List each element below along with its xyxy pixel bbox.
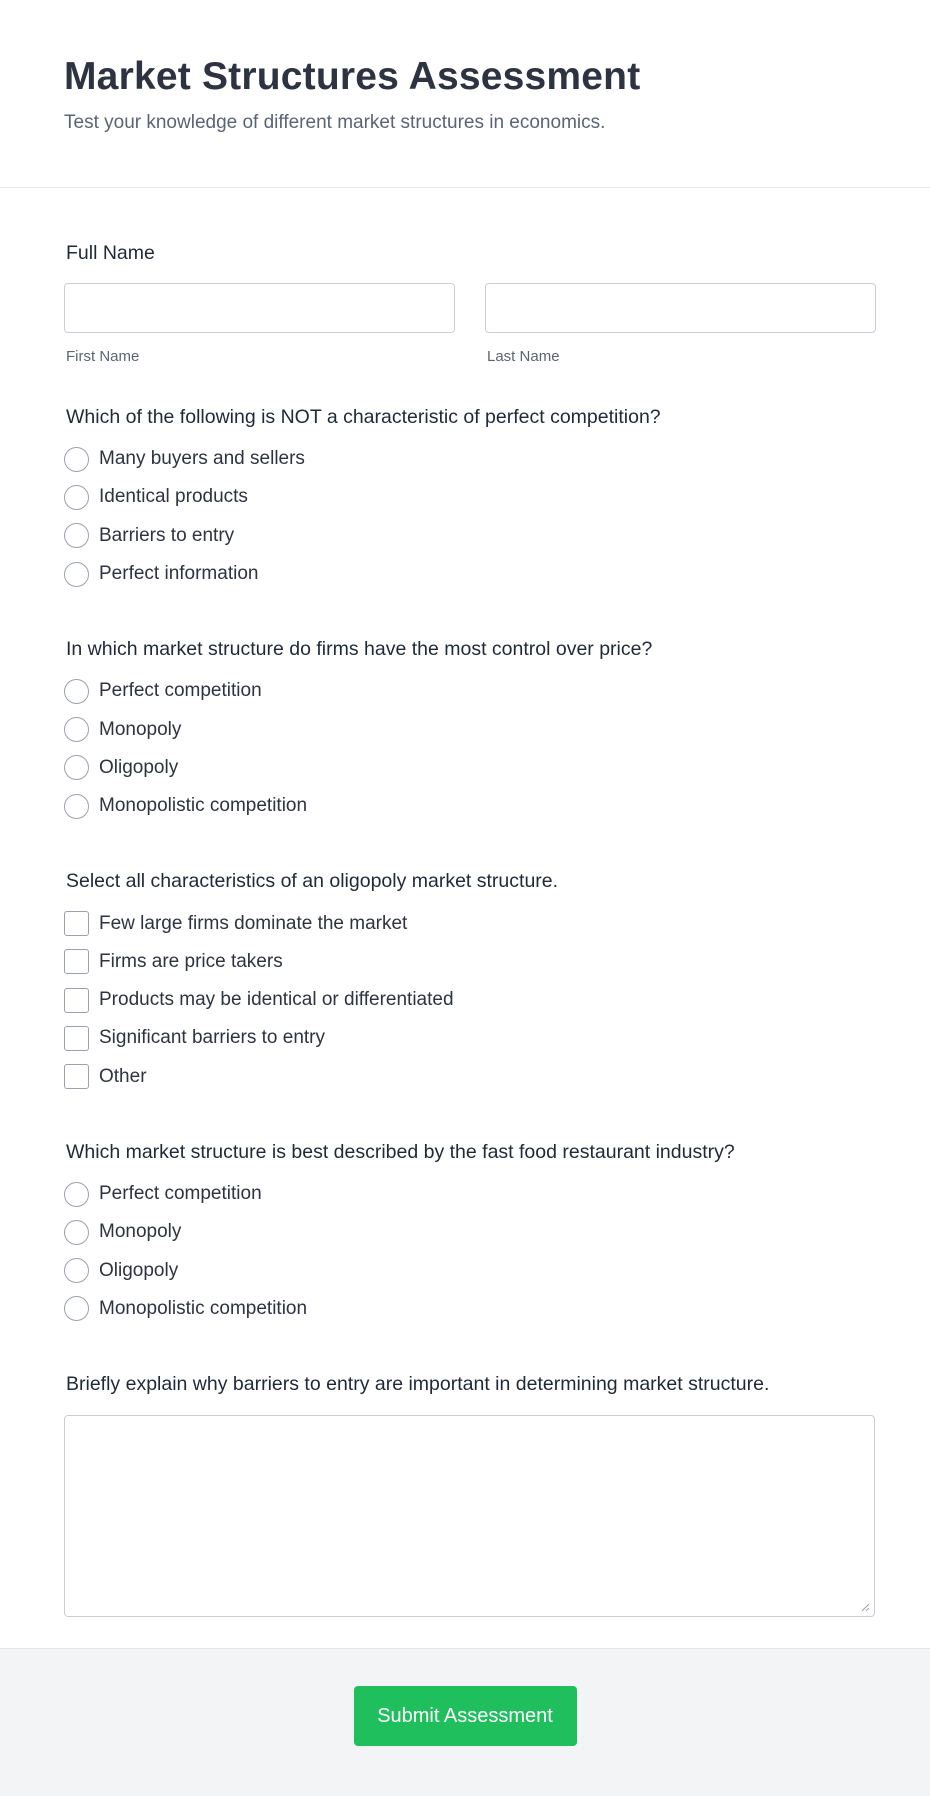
question-1-options [64,440,866,593]
question-4-option[interactable] [64,1290,866,1328]
checkbox[interactable] [64,1064,89,1089]
first-name-group [64,283,455,367]
radio-button[interactable] [64,717,89,742]
option-label: Few large firms dominate the market [99,912,408,934]
option-label: Monopoly [99,718,182,740]
radio-button[interactable] [64,562,89,587]
full-name-section [64,239,866,367]
question-1-option[interactable] [64,555,866,593]
question-3-option[interactable] [64,904,866,942]
option-label: Perfect competition [99,1183,262,1204]
option-label: Products may be identical or differentiated [99,989,454,1011]
last-name-input[interactable] [485,283,876,333]
page-subtitle: Test your knowledge of different market structures in economics. [64,112,606,133]
radio-button[interactable] [64,1182,89,1207]
checkbox[interactable] [64,911,89,936]
checkbox[interactable] [64,949,89,974]
essay-textarea[interactable] [64,1415,875,1617]
question-3 [64,867,866,1095]
option-label: Monopoly [99,1221,182,1243]
radio-button[interactable] [64,485,89,510]
first-name-sublabel: First Name [66,348,140,365]
option-label: Perfect competition [99,680,262,702]
checkbox[interactable] [64,1026,89,1051]
question-1-option[interactable] [64,440,866,478]
question-2-options [64,672,866,825]
option-label: Significant barriers to entry [99,1027,325,1049]
option-label: Monopolistic competition [99,795,308,817]
option-label: Monopolistic competition [99,1297,308,1319]
form-body [0,188,930,1649]
question-4-label: Which market structure is best described by the fast food restaurant industry? [66,1140,735,1163]
question-4 [64,1138,866,1328]
option-label: Oligopoly [99,1259,179,1281]
form-header [0,0,930,188]
radio-button[interactable] [64,755,89,780]
option-label: Many buyers and sellers [99,448,305,470]
radio-button[interactable] [64,447,89,472]
essay-label: Briefly explain why barriers to entry are important in determining market structure. [66,1373,770,1396]
question-4-option[interactable] [64,1175,866,1213]
radio-button[interactable] [64,794,89,819]
form-footer [0,1649,930,1796]
question-4-options [64,1175,866,1328]
question-1-option[interactable] [64,478,866,516]
last-name-group [485,283,876,367]
last-name-sublabel: Last Name [487,348,560,365]
question-2 [64,635,866,825]
option-label: Oligopoly [99,756,179,778]
question-2-label: In which market structure do firms have the most control over price? [66,638,653,661]
question-4-option[interactable] [64,1213,866,1251]
name-row [64,283,866,367]
question-3-options [64,904,866,1095]
resize-grip-icon[interactable] [860,1602,870,1612]
question-1-label: Which of the following is NOT a characteristic of perfect competition? [66,406,661,428]
question-1-option[interactable] [64,517,866,555]
question-2-option[interactable] [64,710,866,748]
submit-button[interactable]: Submit Assessment [354,1686,577,1746]
first-name-input[interactable] [64,283,455,333]
radio-button[interactable] [64,523,89,548]
question-2-option[interactable] [64,787,866,825]
question-4-option[interactable] [64,1251,866,1289]
radio-button[interactable] [64,679,89,704]
radio-button[interactable] [64,1220,89,1245]
question-2-option[interactable] [64,672,866,710]
question-3-option[interactable] [64,1019,866,1057]
option-label: Barriers to entry [99,524,235,546]
question-2-option[interactable] [64,749,866,787]
question-3-label: Select all characteristics of an oligopoly market structure. [66,870,559,893]
question-3-option[interactable] [64,981,866,1019]
checkbox[interactable] [64,988,89,1013]
question-3-option[interactable] [64,1058,866,1096]
question-3-option[interactable] [64,943,866,981]
option-label: Other [99,1065,147,1087]
option-label: Firms are price takers [99,950,283,972]
page-title: Market Structures Assessment [64,55,641,98]
radio-button[interactable] [64,1258,89,1283]
option-label: Perfect information [99,563,259,585]
option-label: Identical products [99,486,248,508]
question-1 [64,403,866,593]
full-name-label: Full Name [66,242,155,264]
essay-question [64,1370,866,1617]
radio-button[interactable] [64,1296,89,1321]
